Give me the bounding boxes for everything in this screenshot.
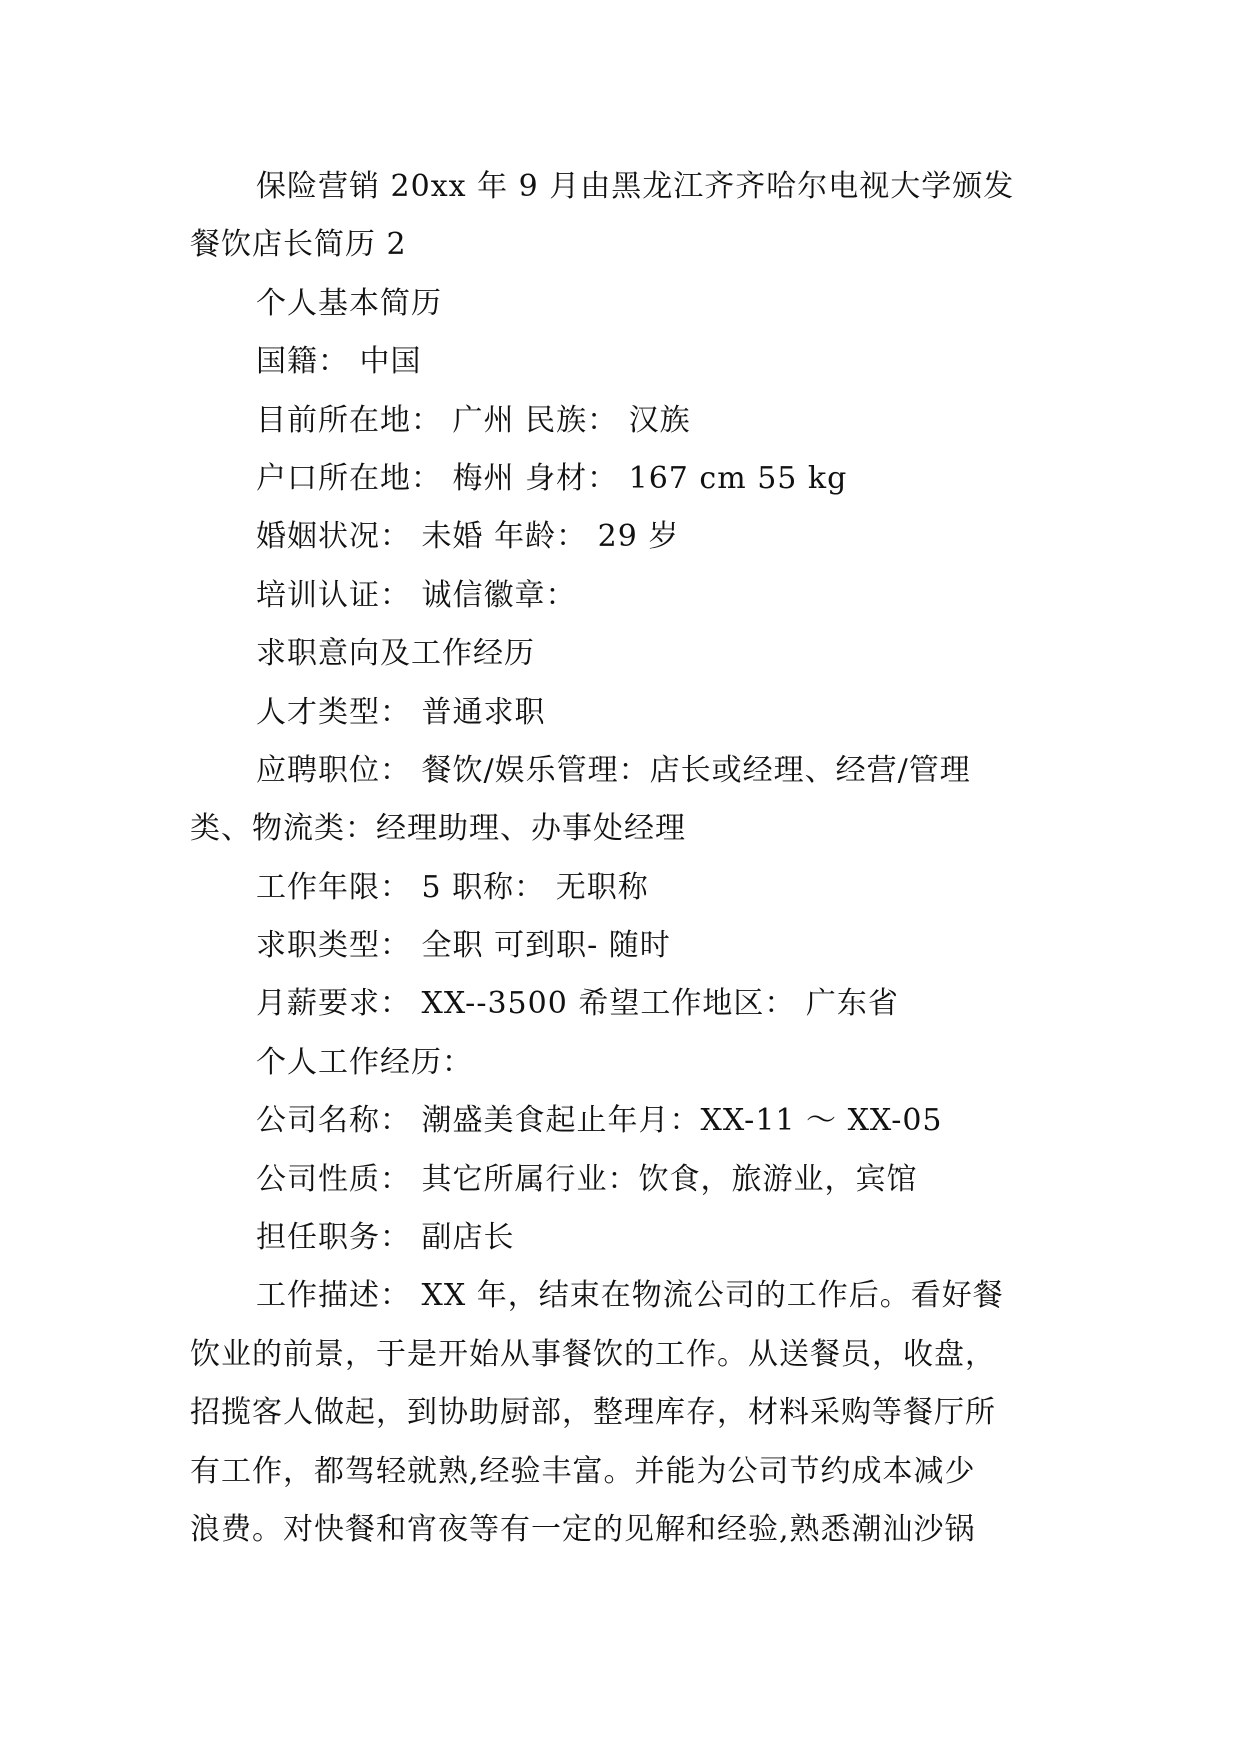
- text-line: 国籍： 中国: [256, 344, 422, 380]
- text-line: 公司名称： 潮盛美食起止年月：XX-11 ～ XX-05: [256, 1103, 943, 1139]
- text-line: 婚姻状况： 未婚 年龄： 29 岁: [256, 519, 680, 555]
- text-line: 培训认证： 诚信徽章：: [256, 577, 577, 613]
- section-heading: 个人工作经历：: [256, 1044, 473, 1080]
- text-line: 求职类型： 全职 可到职- 随时: [256, 928, 671, 964]
- text-line: 应聘职位： 餐饮/娱乐管理：店长或经理、经营/管理: [256, 752, 971, 788]
- section-heading: 求职意向及工作经历: [256, 636, 535, 672]
- text-line: 公司性质： 其它所属行业：饮食，旅游业，宾馆: [256, 1161, 918, 1197]
- text-line: 有工作，都驾轻就熟,经验丰富。并能为公司节约成本减少: [190, 1453, 976, 1489]
- text-line: 餐饮店长简历 2: [190, 227, 407, 263]
- text-line: 招揽客人做起，到协助厨部，整理库存，材料采购等餐厅所: [190, 1395, 996, 1431]
- text-line: 工作年限： 5 职称： 无职称: [256, 869, 649, 905]
- text-line: 月薪要求： XX--3500 希望工作地区： 广东省: [256, 986, 899, 1022]
- text-line: 饮业的前景，于是开始从事餐饮的工作。从送餐员，收盘，: [190, 1336, 996, 1372]
- text-line: 户口所在地： 梅州 身材： 167 cm 55 kg: [256, 460, 848, 496]
- text-line: 浪费。对快餐和宵夜等有一定的见解和经验,熟悉潮汕沙锅: [190, 1511, 976, 1547]
- section-heading: 个人基本简历: [256, 285, 442, 321]
- text-line: 保险营销 20xx 年 9 月由黑龙江齐齐哈尔电视大学颁发: [256, 169, 1015, 204]
- text-line: 目前所在地： 广州 民族： 汉族: [256, 402, 691, 438]
- document-body: [190, 158, 1050, 1559]
- text-line: 类、物流类：经理助理、办事处经理: [190, 811, 686, 847]
- text-line: 担任职务： 副店长: [256, 1220, 515, 1256]
- text-line: 工作描述： XX 年，结束在物流公司的工作后。看好餐: [256, 1278, 1004, 1314]
- text-line: 人才类型： 普通求职: [256, 694, 546, 730]
